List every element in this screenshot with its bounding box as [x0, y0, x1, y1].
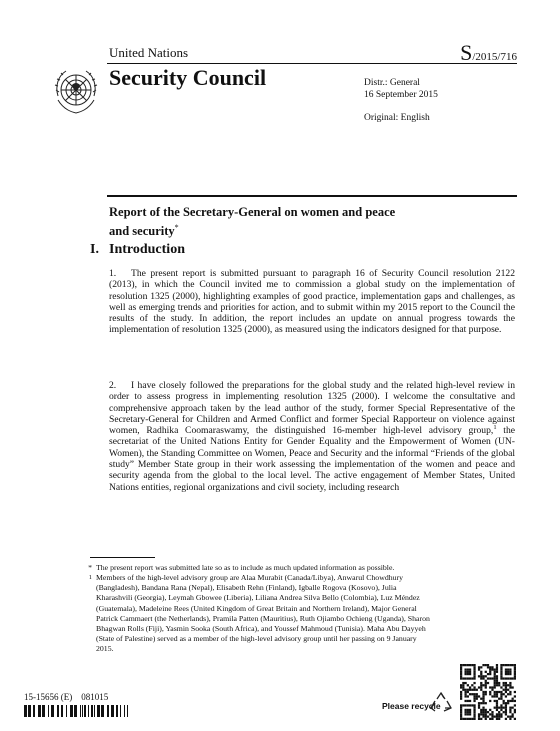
- paragraph-text: The present report is submitted pursuant to paragraph 16 of Security Council resolution 2122 (2013), in which the Council invited me to commission a global study on the implementation of resolution 1325 (2000), highlighting examples of good practice, implementation gaps and challenges, as well as emerging trends and priorities for action, and to submit within my 2015 report to the Council the results of the study. In addition, the report includes an update on annual progress towards the implementation of resolution 1325 (2000), as measured using the indicators designed for that purpose.: [109, 268, 515, 336]
- section-number: I.: [90, 242, 99, 257]
- masthead-rule: [107, 195, 517, 197]
- header-rule: [107, 63, 517, 64]
- original-language: Original: English: [364, 113, 430, 123]
- paragraph-1: [109, 268, 515, 336]
- recycle-label: Please recycle: [382, 701, 441, 711]
- paragraph-text: I have closely followed the preparations for the global study and the related high-level review in order to assess progress in implementing resolution 1325 (2000). I welcome the consultative and comprehensive approach taken by the lead author of the study, former Special Representative of the Secretary-General for Children and Armed Conflict and former Special Rapporteur on violence against women, Radhika Coomaraswamy, the distinguished 16-member high-level advisory group,: [109, 380, 515, 437]
- footnote-star: [74, 563, 434, 573]
- footnote-separator: [90, 557, 155, 558]
- report-title-line1: Report of the Secretary-General on women and peace: [109, 205, 396, 219]
- qr-code-icon: [460, 664, 516, 720]
- footnote-1: [74, 573, 434, 655]
- distribution-block: [364, 77, 514, 124]
- paragraph-2: [109, 380, 515, 493]
- footnote-mark: 1: [88, 574, 92, 581]
- distribution-date: 16 September 2015: [364, 90, 438, 100]
- paragraph-number: 1.: [109, 268, 117, 279]
- recycle-icon: [428, 691, 454, 717]
- report-title-footnote-mark: *: [174, 223, 179, 232]
- footnote-text: The present report was submitted late so as to include as much updated information as possible.: [96, 563, 395, 572]
- footnote-text: Members of the high-level advisory group are Alaa Murabit (Canada/Libya), Anwarul Chowdhury (Bangladesh), Bandana Rana (Nepal), Elisabeth Rehn (Finland), Igballe Rogova (Kosovo), Julia Kharashvili (Georgia), Leymah Gbowee (Liberia), Liliana Andrea Silva Bello (Colombia), Luz Méndez (Guatemala), Madeleine Rees (United Kingdom of Great Britain and Northern Ireland), Major General Patrick Cammaert (the Netherlands), Pramila Patten (Mauritius), Ruth Ojiambo Ochieng (Uganda), Sharon Bhagwan Rolls (Fiji), Yasmin Sooka (South Africa), and Youssef Mahmoud (Tunisia). Maha Abu Dayyeh (State of Palestine) served as a member of the high-level advisory group until her passing on 9 January 2015.: [96, 573, 430, 654]
- paragraph-number: 2.: [109, 380, 117, 391]
- document-symbol-rest: /2015/716: [472, 51, 517, 63]
- barcode-bars: [24, 705, 132, 717]
- footnote-reference[interactable]: 1: [493, 424, 497, 431]
- report-title: [109, 205, 439, 239]
- header-org: United Nations: [109, 45, 189, 60]
- footnote-mark: *: [88, 563, 92, 572]
- barcode-icon: [24, 704, 132, 716]
- section-heading: Introduction: [109, 242, 185, 257]
- paragraph-text-continued: the secretariat of the United Nations Entity for Gender Equality and the Empowerment of Women (UN-Women), the Standing Committee on Women, Peace and Security and the informal “Friends of the global study” Member State group in their work assessing the implementation of the women and peace and security agenda from the global to the local level. The active engagement of Member States, United Nations entities, regional organizations and civil society, including research: [109, 425, 516, 493]
- document-code: 15-15656 (E) 081015: [24, 692, 109, 702]
- document-symbol-prefix: S: [460, 40, 473, 65]
- council-title: Security Council: [109, 65, 267, 90]
- report-title-line2: and security: [109, 224, 175, 239]
- un-emblem-icon: [50, 66, 102, 118]
- distribution-type: Distr.: General: [364, 78, 420, 88]
